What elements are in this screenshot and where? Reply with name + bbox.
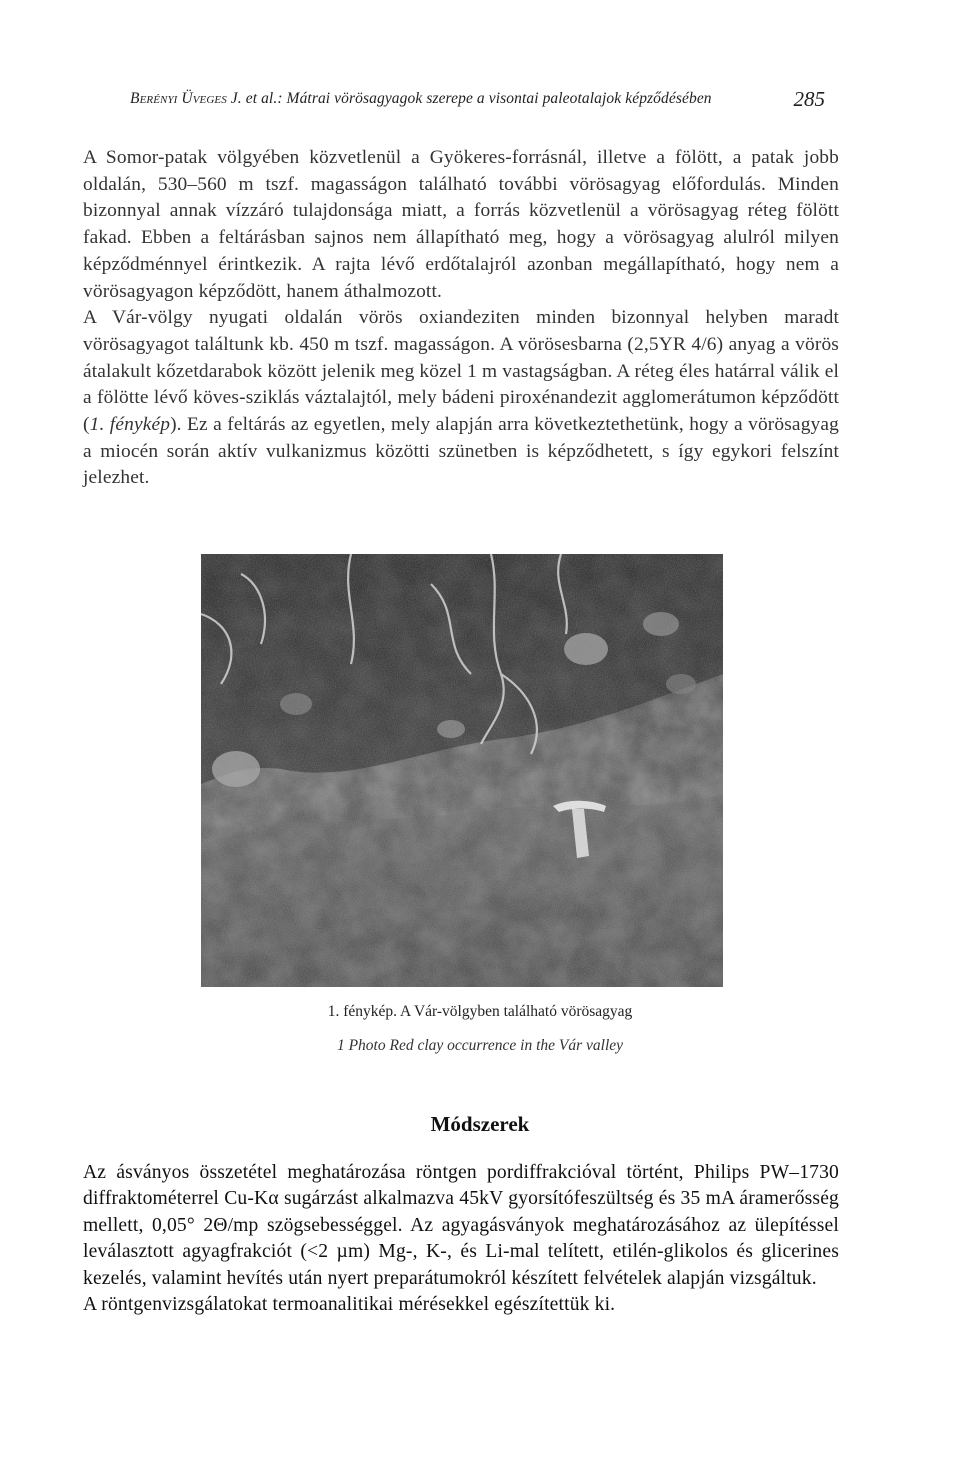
running-header-rest: et al.: Mátrai vörösagyagok szerepe a visontai paleotalajok képződésében bbox=[241, 90, 712, 107]
running-header-authors: Berényi Üveges J. bbox=[130, 90, 242, 107]
photo-image bbox=[201, 554, 723, 987]
running-header-title bbox=[130, 90, 712, 108]
section-heading-methods: Módszerek bbox=[430, 1112, 530, 1136]
page-number: 285 bbox=[793, 87, 825, 111]
body-text-methods bbox=[83, 1160, 839, 1318]
running-header bbox=[130, 84, 825, 114]
paragraph-var-volgy bbox=[83, 305, 839, 492]
paragraph-somor-patak: A Somor-patak völgyében közvetlenül a Gyökeres-forrásnál, illetve a fölött, a patak jobb oldalán, 530–560 m tszf. magasságon található további vörösagyag előfordulás. Minden bizonnyal annak vízzáró tulajdonsága miatt, a forrás közvetlenül a vörösagyag réteg fölött fakad. Ebben a feltárásban sajnos nem állapítható meg, hogy a vörösagyag alulról milyen képződménnyel érintkezik. A rajta lévő erdőtalajról azonban megállapítható, hogy nem a vörösagyagon képződött, hanem áthalmozott. bbox=[83, 147, 839, 302]
figure-caption-en: 1 Photo Red clay occurrence in the Vár valley bbox=[336, 1037, 624, 1054]
paragraph-var-volgy-part2: ). Ez a feltárás az egyetlen, mely alapján arra következtethetünk, hogy a vörösagyag a miocén során aktív vulkanizmus közötti szünetben is képződhetett, s így egykori felszínt jelezhet. bbox=[83, 414, 839, 489]
paragraph-methods-thermal: A röntgenvizsgálatokat termoanalitikai mérésekkel egészítettük ki. bbox=[83, 1294, 616, 1316]
photo-red-clay-outcrop bbox=[201, 554, 723, 987]
figure-caption-hu: 1. fénykép. A Vár-völgyben található vörösagyag bbox=[327, 1003, 633, 1020]
body-text-top bbox=[83, 145, 839, 492]
photo-reference: 1. fénykép bbox=[89, 414, 171, 436]
paragraph-var-volgy-part1: A Vár-völgy nyugati oldalán vörös oxiandeziten minden bizonnyal helyben maradt vörösagyagot találtunk kb. 450 m tszf. magasságon. A vörösesbarna (2,5YR 4/6) anyag a vörös átalakult kőzetdarabok között jelenik meg közel 1 m vastagságban. A réteg éles határral válik el a fölötte lévő köves-sziklás váztalajtól, mely bádeni piroxénandezit agglomerátumon képződött ( bbox=[83, 307, 839, 436]
paragraph-methods-xrd: Az ásványos összetétel meghatározása röntgen pordiffrakcióval történt, Philips PW–1730 diffraktométerrel Cu-Kα sugárzást alkalmazva 45kV gyorsítófeszültség és 35 mA áramerősség mellett, 0,05° 2Θ/mp szögsebességgel. Az agyagásványok meghatározásához az ülepítéssel leválasztott agyagfrakciót (<2 µm) Mg-, K-, és Li-mal telített, etilén-glikolos és glicerines kezelés, valamint hevítés után nyert preparátumokról készített felvételek alapján vizsgáltuk. bbox=[83, 1162, 839, 1289]
